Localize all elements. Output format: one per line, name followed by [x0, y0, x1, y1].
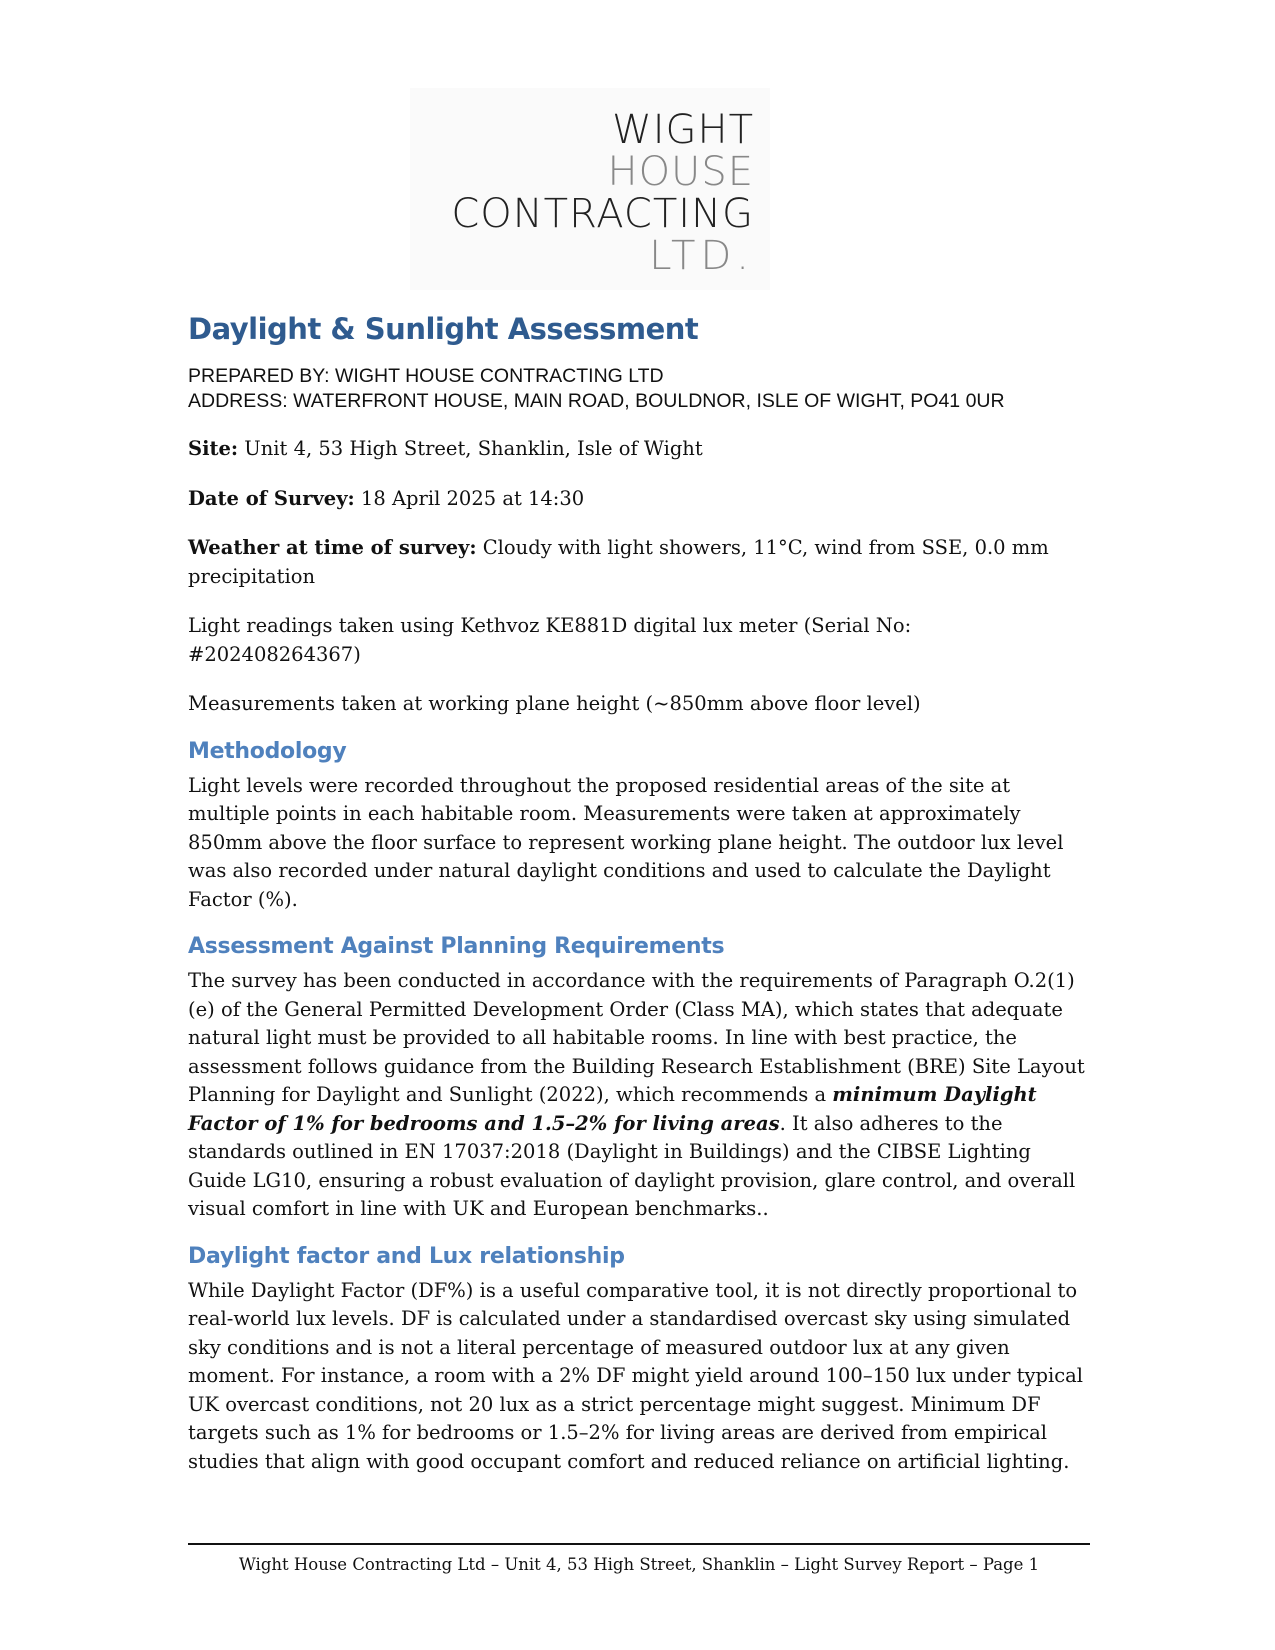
- date-value: 18 April 2025 at 14:30: [354, 486, 585, 510]
- date-label: Date of Survey:: [188, 486, 355, 510]
- logo-line-contracting: CONTRACTING: [451, 191, 754, 237]
- height-note: Measurements taken at working plane height (~850mm above floor level): [188, 692, 921, 715]
- address: ADDRESS: WATERFRONT HOUSE, MAIN ROAD, BOULDNOR, ISLE OF WIGHT, PO41 0UR: [188, 390, 1005, 412]
- assessment-body-end: . It also adheres to the standards outlined in EN 17037:2018 (Daylight in Buildings) and the CIBSE Lighting Guide LG10, ensuring a robust evaluation of daylight provision, glare control, and overall visual comfort in line with UK and European benchmarks..: [188, 1111, 1076, 1220]
- site-value: Unit 4, 53 High Street, Shanklin, Isle of Wight: [238, 437, 703, 460]
- logo-line-house: HOUSE: [607, 149, 754, 195]
- assessment-body-emphasis: minimum Daylight Factor of 1% for bedrooms and 1.5–2% for living areas: [188, 1083, 1037, 1135]
- document-body: [188, 312, 1088, 1476]
- relationship-heading: Daylight factor and Lux relationship: [188, 1243, 625, 1269]
- page-title: Daylight & Sunlight Assessment: [188, 312, 699, 346]
- weather-value: Cloudy with light showers, 11°C, wind from SSE, 0.0 mm precipitation: [188, 536, 1049, 588]
- methodology-heading: Methodology: [188, 738, 347, 764]
- weather-label: Weather at time of survey:: [188, 536, 477, 559]
- date-field: [188, 485, 1088, 514]
- page-footer: Wight House Contracting Ltd – Unit 4, 53 High Street, Shanklin – Light Survey Report – Page 1: [238, 1555, 1040, 1574]
- logo-line-wight: WIGHT: [612, 107, 754, 153]
- relationship-body: While Daylight Factor (DF%) is a useful comparative tool, it is not directly proportional to real-world lux levels. DF is calculated under a standardised overcast sky using simulated sky conditions and is not a literal percentage of measured outdoor lux at any given moment. For instance, a room with a 2% DF might yield around 100–150 lux under typical UK overcast conditions, not 20 lux as a strict percentage might suggest. Minimum DF targets such as 1% for bedrooms or 1.5–2% for living areas are derived from empirical studies that align with good occupant comfort and reduced reliance on artificial lighting.: [188, 1278, 1084, 1473]
- site-label: Site:: [188, 437, 239, 460]
- assessment-body: [188, 967, 1088, 1224]
- weather-field: [188, 534, 1088, 591]
- logo-line-ltd: LTD.: [649, 233, 754, 279]
- company-logo: [410, 88, 770, 290]
- methodology-body: Light levels were recorded throughout the proposed residential areas of the site at multiple points in each habitable room. Measurements were taken at approximately 850mm above the floor surface to represent working plane height. The outdoor lux level was also recorded under natural daylight conditions and used to calculate the Daylight Factor (%).: [188, 773, 1064, 911]
- assessment-body-start: The survey has been conducted in accordance with the requirements of Paragraph O.2(1)(e) of the General Permitted Development Order (Class MA), which states that adequate natural light must be provided to all habitable rooms. In line with best practice, the assessment follows guidance from the Building Research Establishment (BRE) Site Layout Planning for Daylight and Sunlight (2022), which recommends a: [188, 969, 1085, 1106]
- footer-divider: [188, 1543, 1090, 1545]
- prepared-by: PREPARED BY: WIGHT HOUSE CONTRACTING LTD: [188, 365, 664, 387]
- site-field: [188, 435, 1088, 464]
- assessment-heading: Assessment Against Planning Requirements: [188, 934, 725, 959]
- meter-note: Light readings taken using Kethvoz KE881D digital lux meter (Serial No: #202408264367): [188, 614, 912, 666]
